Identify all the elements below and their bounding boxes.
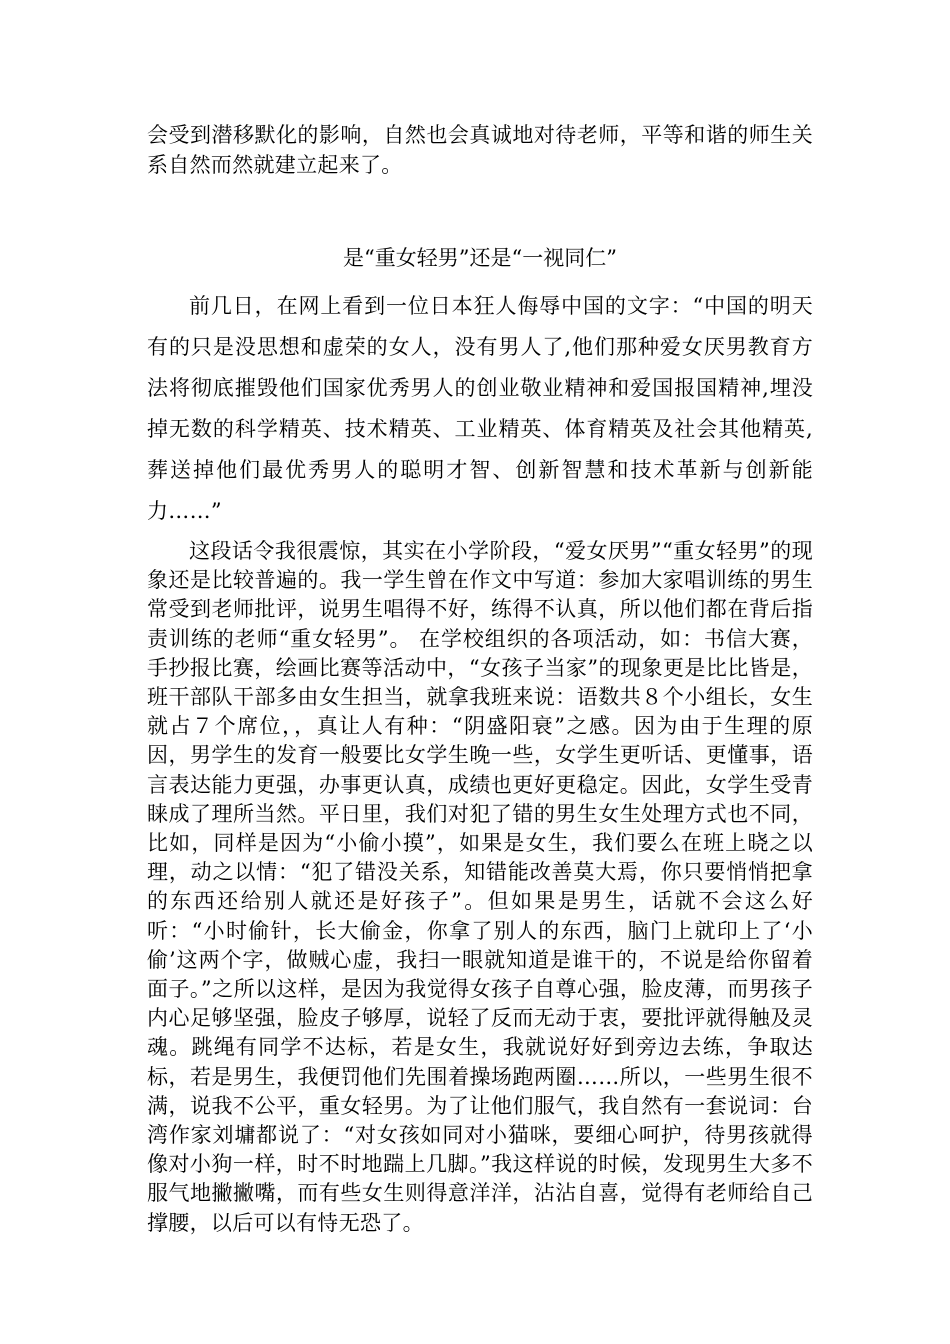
continuation-paragraph: 会受到潜移默化的影响，自然也会真诚地对待老师，平等和谐的师生关系自然而然就建立起来了。 <box>147 123 813 177</box>
paragraph-main: 这段话令我很震惊，其实在小学阶段，“爱女厌男”“重女轻男”的现象还是比较普遍的。我一学生曾在作文中写道：参加大家唱训练的男生常受到老师批评，说男生唱得不好，练得不认真，所以他们都在背后指责训练的老师“重女轻男”。 在学校组织的各项活动，如：书信大赛，手抄报比赛，绘画比赛等活动中，“女孩子当家”的现象更是比比皆是，班干部队干部多由女生担当，就拿我班来说：语数共８个小组长，女生就占７个席位，，真让人有种：“阴盛阳衰”之感。因为由于生理的原因，男学生的发育一般要比女学生晚一些，女学生更听话、更懂事，语言表达能力更强，办事更认真，成绩也更好更稳定。因此，女学生受青睐成了理所当然。平日里，我们对犯了错的男生女生处理方式也不同，比如，同样是因为“小偷小摸”，如果是女生，我们要么在班上晓之以理，动之以情：“犯了错没关系，知错能改善莫大焉，你只要悄悄把拿的东西还给别人就还是好孩子”。但如果是男生，话就不会这么好听：“小时偷针，长大偷金，你拿了别人的东西，脑门上就印上了‘小偷’这两个字，做贼心虚，我扫一眼就知道是谁干的，不说是给你留着面子。”之所以这样，是因为我觉得女孩子自尊心强，脸皮薄，而男孩子内心足够坚强，脸皮子够厚，说轻了反而无动于衷，要批评就得触及灵魂。跳绳有同学不达标，若是女生，我就说好好到旁边去练，争取达标，若是男生，我便罚他们先围着操场跑两圈……所以，一些男生很不满，说我不公平，重女轻男。为了让他们服气，我自然有一套说词：台湾作家刘墉都说了：“对女孩如同对小猫咪，要细心呵护，待男孩就得像对小狗一样，时不时地踹上几脚。”我这样说的时候，发现男生大多不服气地撇撇嘴，而有些女生则得意洋洋，沾沾自喜，觉得有老师给自己撑腰，以后可以有恃无恐了。 <box>147 539 813 1235</box>
section-title: 是“重女轻男”还是“一视同仁” <box>343 246 617 270</box>
paragraph-quote: 前几日，在网上看到一位日本狂人侮辱中国的文字：“中国的明天有的只是没思想和虚荣的女人，没有男人了,他们那种爱女厌男教育方法将彻底摧毁他们国家优秀男人的创业敬业精神和爱国报国精神,埋没掉无数的科学精英、技术精英、工业精英、体育精英及社会其他精英,葬送掉他们最优秀男人的聪明才智、创新智慧和技术革新与创新能力……” <box>147 294 813 523</box>
